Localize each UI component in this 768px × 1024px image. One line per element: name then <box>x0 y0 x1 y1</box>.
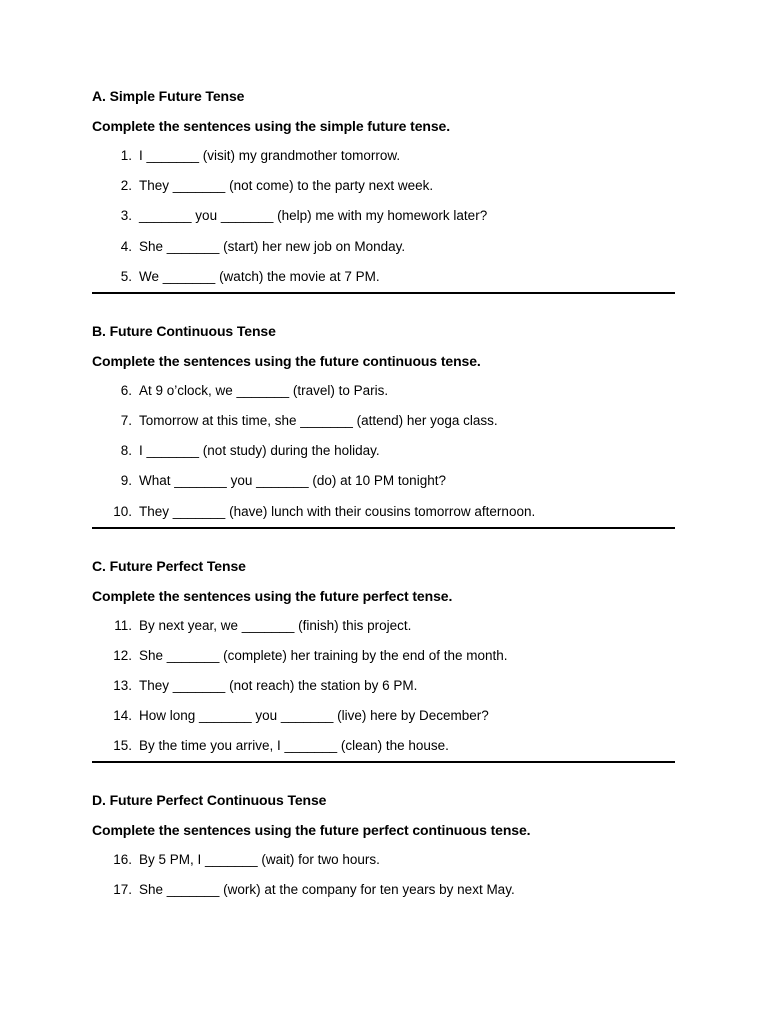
item-text: She _______ (complete) her training by the end of the month. <box>139 647 508 663</box>
exercise-item <box>92 736 675 756</box>
item-text: They _______ (have) lunch with their cousins tomorrow afternoon. <box>139 503 536 519</box>
item-text: At 9 o’clock, we _______ (travel) to Paris. <box>139 382 389 398</box>
item-number: 5. <box>120 268 132 284</box>
section-divider <box>92 761 675 763</box>
item-text: How long _______ you _______ (live) here by December? <box>139 708 489 724</box>
section-future-perfect-continuous <box>92 790 675 900</box>
exercise-list <box>92 850 675 900</box>
item-number: 11. <box>114 617 132 633</box>
item-number: 6. <box>120 382 132 398</box>
section-instruction: Complete the sentences using the future perfect continuous tense. <box>92 822 531 839</box>
exercise-item <box>92 706 675 726</box>
exercise-item <box>92 441 675 461</box>
item-text: Tomorrow at this time, she _______ (attend) her yoga class. <box>139 412 498 428</box>
item-number: 7. <box>120 412 132 428</box>
exercise-item <box>92 676 675 696</box>
section-instruction: Complete the sentences using the simple future tense. <box>92 118 451 134</box>
item-text: They _______ (not come) to the party next week. <box>139 178 434 194</box>
item-number: 13. <box>113 677 132 693</box>
exercise-list <box>92 616 675 757</box>
item-number: 14. <box>113 708 132 724</box>
item-text: She _______ (start) her new job on Monday. <box>139 238 406 254</box>
section-title: C. Future Perfect Tense <box>92 557 246 574</box>
exercise-item <box>92 616 675 636</box>
item-text: I _______ (visit) my grandmother tomorrow. <box>139 148 401 163</box>
section-title: A. Simple Future Tense <box>92 88 245 104</box>
section-title: D. Future Perfect Continuous Tense <box>92 792 327 809</box>
exercise-item <box>92 381 675 401</box>
exercise-list <box>92 146 675 287</box>
item-number: 10. <box>113 503 132 519</box>
item-number: 17. <box>113 882 132 898</box>
item-number: 3. <box>120 208 132 224</box>
section-instruction: Complete the sentences using the future continuous tense. <box>92 352 481 369</box>
exercise-item <box>92 206 675 226</box>
section-divider <box>92 527 675 529</box>
item-number: 12. <box>113 647 132 663</box>
item-number: 15. <box>113 738 132 754</box>
item-number: 4. <box>120 238 132 254</box>
item-text: By 5 PM, I _______ (wait) for two hours. <box>139 852 380 868</box>
exercise-item <box>92 646 675 666</box>
exercise-item <box>92 411 675 431</box>
item-number: 2. <box>120 178 132 194</box>
item-text: She _______ (work) at the company for ten years by next May. <box>139 882 515 898</box>
item-number: 9. <box>120 473 132 489</box>
section-future-perfect <box>92 556 675 757</box>
item-text: What _______ you _______ (do) at 10 PM tonight? <box>139 473 446 489</box>
item-text: By next year, we _______ (finish) this project. <box>139 617 412 633</box>
section-title: B. Future Continuous Tense <box>92 322 276 339</box>
exercise-item <box>92 471 675 491</box>
item-number: 16. <box>113 852 132 868</box>
section-divider <box>92 292 675 294</box>
section-future-continuous <box>92 321 675 522</box>
section-simple-future <box>92 86 675 287</box>
item-text: We _______ (watch) the movie at 7 PM. <box>139 268 380 284</box>
worksheet-page <box>92 86 675 905</box>
item-text: They _______ (not reach) the station by 6 PM. <box>139 677 418 693</box>
exercise-item <box>92 502 675 522</box>
exercise-item <box>92 176 675 196</box>
item-number: 8. <box>120 443 132 459</box>
item-text: I _______ (not study) during the holiday. <box>139 443 380 459</box>
exercise-list <box>92 381 675 522</box>
exercise-item <box>92 146 675 166</box>
exercise-item <box>92 237 675 257</box>
item-number: 1. <box>120 148 132 163</box>
item-text: _______ you _______ (help) me with my homework later? <box>139 208 488 224</box>
item-text: By the time you arrive, I _______ (clean) the house. <box>139 738 449 754</box>
exercise-item <box>92 850 675 870</box>
exercise-item <box>92 880 675 900</box>
section-instruction: Complete the sentences using the future perfect tense. <box>92 587 453 604</box>
exercise-item <box>92 267 675 287</box>
